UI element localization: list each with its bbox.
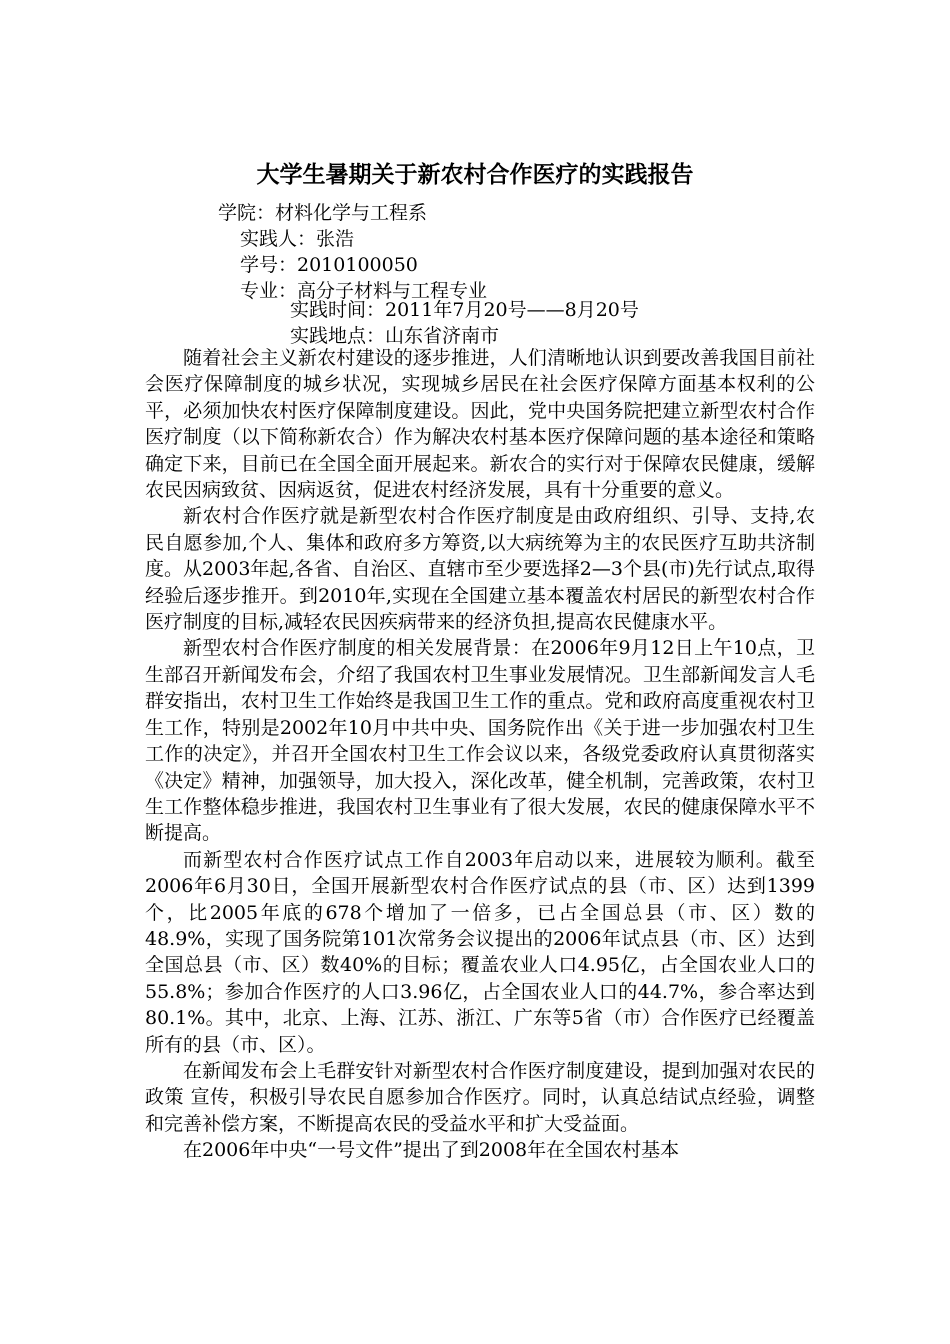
document-body [145, 345, 815, 1164]
paragraph: 新型农村合作医疗制度的相关发展背景：在2006年9月12日上午10点，卫生部召开新闻发布会，介绍了我国农村卫生事业发展情况。卫生部新闻发言人毛群安指出，农村卫生工作始终是我国卫生工作的重点。党和政府高度重视农村卫生工作，特别是2002年10月中共中央、国务院作出《关于进一步加强农村卫生工作的决定》，并召开全国农村卫生工作会议以来，各级党委政府认真贯彻落实《决定》精神，加强领导，加大投入，深化改革，健全机制，完善政策，农村卫生工作整体稳步推进，我国农村卫生事业有了很大发展，农民的健康保障水平不断提高。 [145, 637, 815, 845]
meta-practice-time: 实践时间：2011年7月20号——8月20号 [290, 299, 639, 321]
paragraph: 随着社会主义新农村建设的逐步推进，人们清晰地认识到要改善我国目前社会医疗保障制度的城乡状况，实现城乡居民在社会医疗保障方面基本权利的公平，必须加快农村医疗保障制度建设。因此，党中央国务院把建立新型农村合作医疗制度（以下简称新农合）作为解决农村基本医疗保障问题的基本途径和策略确定下来，目前已在全国全面开展起来。新农合的实行对于保障农民健康，缓解农民因病致贫、因病返贫，促进农村经济发展，具有十分重要的意义。 [145, 347, 815, 502]
paragraph: 新农村合作医疗就是新型农村合作医疗制度是由政府组织、引导、支持,农民自愿参加,个人、集体和政府多方筹资,以大病统筹为主的农民医疗互助共济制度。从2003年起,各省、自治区、直辖市至少要选择2—3个县(市)先行试点,取得经验后逐步推开。到2010年,实现在全国建立基本覆盖农村居民的新型农村合作医疗制度的目标,减轻农民因疾病带来的经济负担,提高农民健康水平。 [145, 505, 815, 634]
meta-college: 学院：材料化学与工程系 [218, 202, 428, 224]
paragraph: 在新闻发布会上毛群安针对新型农村合作医疗制度建设，提到加强对农民的政策 宣传，积极引导农民自愿参加合作医疗。同时，认真总结试点经验，调整和完善补偿方案，不断提高农民的受益水平和扩大受益面。 [145, 1059, 815, 1135]
document-title: 大学生暑期关于新农村合作医疗的实践报告 [256, 161, 694, 188]
meta-practice-place: 实践地点：山东省济南市 [290, 325, 500, 347]
meta-student-id: 学号：2010100050 [240, 254, 418, 276]
meta-practitioner: 实践人：张浩 [240, 228, 355, 250]
paragraph: 而新型农村合作医疗试点工作自2003年启动以来，进展较为顺利。截至2006年6月30日，全国开展新型农村合作医疗试点的县（市、区）达到1399个，比2005年底的678个增加了一倍多，已占全国总县（市、区）数的48.9%，实现了国务院第101次常务会议提出的2006年试点县（市、区）达到全国总县（市、区）数40%的目标；覆盖农业人口4.95亿，占全国农业人口的55.8%；参加合作医疗的人口3.96亿，占全国农业人口的44.7%，参合率达到80.1%。其中，北京、上海、江苏、浙江、广东等5省（市）合作医疗已经覆盖所有的县（市、区）。 [145, 848, 815, 1056]
paragraph: 在2006年中央“一号文件”提出了到2008年在全国农村基本 [183, 1139, 680, 1162]
meta-major: 专业：高分子材料与工程专业 [240, 280, 488, 302]
